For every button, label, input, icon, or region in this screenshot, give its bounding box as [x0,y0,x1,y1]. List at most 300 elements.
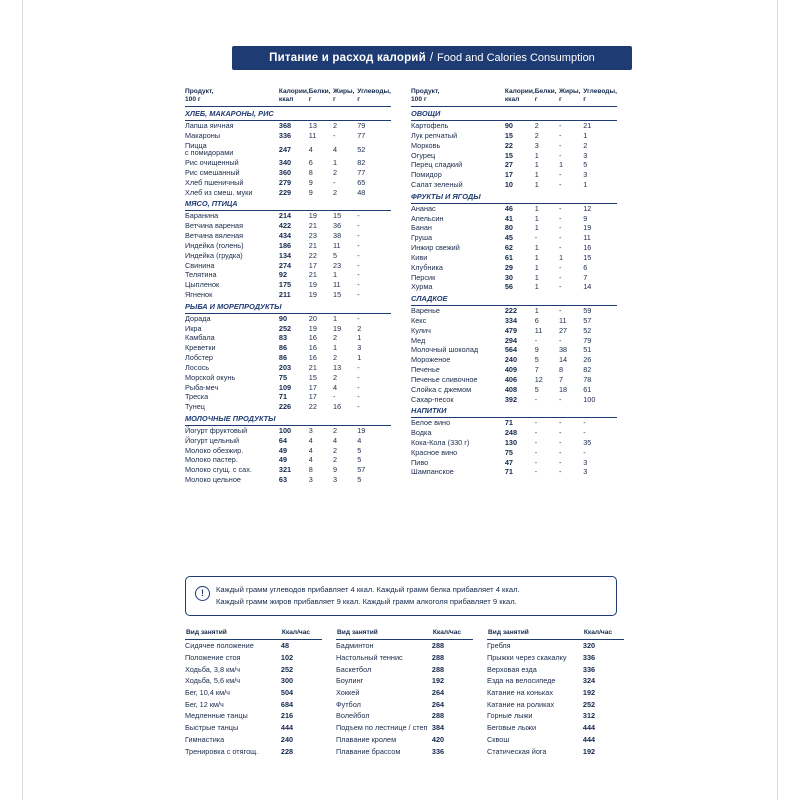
col-header-protein: Белки, г [309,88,333,107]
food-protein: 19 [308,211,317,221]
food-carbs: 52 [583,325,592,335]
food-protein: - [534,467,538,477]
activity-value: 420 [431,734,445,744]
food-carbs: - [357,221,360,231]
food-protein: 7 [534,365,539,375]
table-row [185,168,391,178]
food-fat: 38 [333,231,342,241]
food-name: Красное вино [411,447,458,457]
food-table-left-body [185,107,391,485]
food-carbs: 79 [583,335,592,345]
table-row [336,640,473,652]
food-carbs: 77 [357,130,366,140]
table-row [411,375,617,385]
food-name: Ананас [411,203,436,213]
food-name: Молоко пастер. [185,455,238,465]
food-calories: 203 [278,362,292,372]
activities-table-3-body [487,640,624,757]
food-carbs: 2 [357,323,362,333]
table-row [336,663,473,675]
food-carbs: 3 [583,457,588,467]
table-row [411,150,617,160]
food-fat: 2 [333,445,338,455]
table-row [411,326,617,336]
food-name: Морской окунь [185,372,236,382]
food-fat: 2 [333,333,338,343]
col-header-carbs: Углеводы, г [583,88,617,107]
food-name: Рыба-меч [185,382,219,392]
food-name: Баранина [185,211,219,221]
food-calories: 90 [278,313,288,323]
food-name: Водка [411,428,432,438]
food-fat: - [559,418,562,428]
activity-value: 252 [280,664,294,674]
activity-name: Статическая йога [487,746,547,756]
food-name: Хлеб из смеш. муки [185,187,253,197]
food-calories: 409 [504,365,518,375]
food-calories: 175 [278,280,292,290]
activity-value: 444 [582,734,596,744]
food-carbs: 77 [357,168,366,178]
food-name: Цыпленок [185,280,220,290]
table-row [411,418,617,428]
table-row [185,710,322,722]
table-row [185,323,391,333]
activity-col-header-name: Вид занятий [336,628,432,640]
food-name: Кекс [411,315,427,325]
activity-name: Медленные танцы [185,711,248,721]
activity-name: Ходьба, 5,6 км/ч [185,676,241,686]
food-name: Огурец [411,150,436,160]
food-protein: 5 [534,355,539,365]
food-carbs: 78 [583,374,592,384]
activities-table-1 [185,628,322,757]
food-calories: 422 [278,221,292,231]
food-calories: 15 [504,150,513,160]
activity-name: Езда на велосипеде [487,676,556,686]
food-carbs: - [357,231,360,241]
table-row [185,313,391,323]
food-fat: 1 [559,252,564,262]
activity-name: Гребля [487,641,511,651]
food-protein: 3 [308,475,313,485]
food-name: Хлеб пшеничный [185,177,244,187]
table-row [185,745,322,757]
activity-name: Бег, 10,4 км/ч [185,688,230,698]
food-carbs: 48 [357,187,366,197]
food-name: Лапша яичная [185,121,234,131]
note-line-1: Каждый грамм углеводов прибавляет 4 ккал. Каждый грамм белка прибавляет 4 ккал. [216,585,520,594]
food-name: Сахар-песок [411,394,454,404]
food-calories: 360 [278,168,292,178]
food-carbs: - [357,280,360,290]
activity-name: Плавание кролем [336,734,397,744]
food-protein: 4 [308,144,313,154]
food-fat: - [559,457,562,467]
food-calories: 22 [504,140,513,150]
food-calories: 15 [504,130,513,140]
activity-name: Настольный теннис [336,653,403,663]
food-protein: 1 [534,213,539,223]
activity-value: 320 [582,641,596,651]
food-carbs: 5 [357,475,362,485]
food-carbs: 21 [583,121,592,131]
table-row [411,395,617,405]
food-protein: 1 [534,282,539,292]
food-fat: 15 [333,290,342,300]
col-header-product: Продукт, 100 г [411,88,505,107]
food-name: Креветки [185,343,216,353]
food-calories: 41 [504,213,513,223]
food-carbs: - [357,250,360,260]
food-protein: 8 [308,168,313,178]
food-carbs: 59 [583,306,592,316]
table-row [487,698,624,710]
food-carbs: - [357,362,360,372]
food-carbs: 1 [583,130,588,140]
activity-name: Футбол [336,699,361,709]
food-name: Клубника [411,262,443,272]
food-protein: - [534,335,538,345]
food-name: Варенье [411,306,440,316]
food-fat: 2 [333,455,338,465]
activity-col-header-value: Ккал/час [281,628,322,640]
food-calories: 71 [504,418,513,428]
food-name: Хурма [411,282,433,292]
table-row [411,243,617,253]
food-protein: 4 [308,435,313,445]
food-calories: 134 [278,250,292,260]
food-protein: 1 [534,223,539,233]
table-row [185,652,322,664]
page-title [232,46,632,70]
activity-value: 288 [431,641,445,651]
table-row [185,734,322,746]
food-protein: 1 [534,180,539,190]
food-protein: 9 [308,177,313,187]
food-protein: 2 [534,130,539,140]
activity-value: 288 [431,653,445,663]
activity-value: 312 [582,711,596,721]
activities-table-3 [487,628,624,757]
food-protein: 1 [534,272,539,282]
food-name: Индейка (голень) [185,240,244,250]
food-fat: 4 [333,382,338,392]
table-row [185,260,391,270]
food-calories: 45 [504,233,513,243]
table-row [411,365,617,375]
food-carbs: 5 [357,455,362,465]
food-calories: 214 [278,211,292,221]
table-row [185,675,322,687]
food-fat: - [559,437,562,447]
food-calories: 29 [504,262,513,272]
food-carbs: 82 [357,158,366,168]
food-calories: 10 [504,180,513,190]
table-row [185,363,391,373]
food-calories: 62 [504,243,513,253]
food-calories: 392 [504,394,518,404]
table-row [411,385,617,395]
food-name: Кока-Кола (330 г) [411,437,470,447]
food-name: Молоко сгущ. с сах. [185,465,252,475]
food-protein: - [534,447,538,457]
food-calories: 368 [278,121,292,131]
food-name: Лобстер [185,353,213,363]
food-carbs: 5 [357,445,362,455]
food-fat: 2 [333,187,338,197]
food-protein: 6 [308,158,313,168]
food-protein: 1 [534,170,539,180]
food-fat: - [559,140,562,150]
food-name: Шампанское [411,467,454,477]
table-row [411,233,617,243]
food-carbs: - [357,372,360,382]
table-row [411,180,617,190]
activity-name: Горные лыжи [487,711,533,721]
food-calories: 27 [504,160,513,170]
col-header-product: Продукт, 100 г [185,88,279,107]
food-fat: 1 [333,158,338,168]
food-name: Киви [411,252,428,262]
activity-name: Беговые лыжи [487,723,537,733]
food-carbs: 11 [583,233,591,243]
food-calories: 109 [278,382,292,392]
food-carbs: 19 [357,425,366,435]
table-row [336,652,473,664]
activity-name: Верховая езда [487,664,537,674]
food-protein: 3 [534,140,539,150]
food-fat: - [333,392,336,402]
food-protein: 1 [534,243,539,253]
food-carbs: 52 [357,144,366,154]
calorie-note-box [185,576,617,616]
food-calories: 100 [278,425,292,435]
food-carbs: 57 [357,465,366,475]
table-row [185,455,391,465]
activity-name: Хоккей [336,688,360,698]
food-fat: - [559,306,562,316]
food-fat: - [559,428,562,438]
food-calories: 90 [504,121,513,131]
food-fat: 1 [333,343,338,353]
food-name: Икра [185,323,202,333]
table-row [185,141,391,159]
table-row [185,383,391,393]
food-carbs: 35 [583,437,592,447]
activity-name: Бадминтон [336,641,374,651]
food-carbs: - [583,428,586,438]
food-calories: 229 [278,187,292,197]
food-calories: 92 [278,270,288,280]
food-carbs: 14 [583,282,592,292]
food-calories: 408 [504,384,518,394]
food-name: Помидор [411,170,442,180]
food-carbs: - [357,270,360,280]
table-row [185,353,391,363]
food-fat: - [559,130,562,140]
table-row [185,251,391,261]
food-name: Белое вино [411,418,451,428]
activity-value: 336 [431,746,445,756]
table-row [411,141,617,151]
food-fat: - [559,335,562,345]
activity-value: 252 [582,699,596,709]
table-row [185,436,391,446]
food-calories: 49 [278,455,288,465]
food-protein: 21 [308,221,317,231]
table-row [411,120,617,130]
table-row [411,223,617,233]
table-row [411,467,617,477]
table-row [185,158,391,168]
activities-table-1-body [185,640,322,757]
food-carbs: 3 [583,150,588,160]
food-name: Макароны [185,130,221,140]
col-header-calories: Калории, ккал [279,88,309,107]
table-row [487,745,624,757]
food-fat: 18 [559,384,568,394]
food-group-label: РЫБА И МОРЕПРОДУКТЫ [185,300,391,313]
food-carbs: 26 [583,355,592,365]
food-name: Печенье сливочное [411,374,478,384]
food-protein: 17 [308,392,317,402]
food-group-label: МОЛОЧНЫЕ ПРОДУКТЫ [185,412,391,425]
food-name: Картофель [411,121,449,131]
table-row [185,343,391,353]
activity-value: 192 [431,676,445,686]
food-fat: - [333,130,336,140]
food-carbs: - [357,240,360,250]
food-calories: 83 [278,333,288,343]
food-calories: 340 [278,158,292,168]
food-fat: - [559,121,562,131]
food-carbs: 57 [583,315,592,325]
food-protein: - [534,437,538,447]
food-name: Кулич [411,325,431,335]
food-name: Рис очищенный [185,158,239,168]
food-fat: 4 [333,435,338,445]
food-fat: 1 [333,313,338,323]
food-protein: 1 [534,262,539,272]
food-name: Молоко цельное [185,475,241,485]
table-row [336,698,473,710]
activity-col-header-name: Вид занятий [487,628,583,640]
table-row [411,355,617,365]
activity-value: 192 [582,688,596,698]
activity-value: 102 [280,653,294,663]
food-protein: 1 [534,203,539,213]
food-fat: - [559,180,562,190]
food-calories: 64 [278,435,288,445]
food-calories: 71 [504,467,513,477]
food-carbs: 51 [583,345,592,355]
table-row [185,698,322,710]
food-fat: 11 [559,315,567,325]
food-fat: - [559,467,562,477]
food-name: Инжир свежий [411,243,460,253]
food-group-label: СЛАДКОЕ [411,292,617,305]
food-table-left [185,88,391,485]
table-row [411,282,617,292]
activities-table-2 [336,628,473,757]
food-name: Лук репчатый [411,130,458,140]
activity-value: 192 [582,746,596,756]
table-row [185,120,391,130]
table-row [411,448,617,458]
food-group-header [185,412,391,425]
table-row [185,446,391,456]
food-carbs: 7 [583,272,588,282]
food-calories: 226 [278,402,292,412]
food-protein: 1 [534,306,539,316]
table-row [487,675,624,687]
food-carbs: 3 [583,170,588,180]
food-protein: 22 [308,250,317,260]
food-carbs: - [583,418,586,428]
table-row [411,305,617,315]
food-fat: - [559,447,562,457]
food-fat: - [559,203,562,213]
table-row [487,710,624,722]
food-protein: 9 [308,187,313,197]
table-row [411,213,617,223]
food-calories: 479 [504,325,518,335]
activity-name: Катание на роликах [487,699,555,709]
food-name: Рис смешанный [185,168,240,178]
food-name: Ветчина вяленая [185,231,244,241]
table-row [185,280,391,290]
food-fat: 2 [333,168,338,178]
table-row [185,465,391,475]
activity-name: Плавание брассом [336,746,401,756]
food-fat: - [559,394,562,404]
activity-value: 288 [431,664,445,674]
food-protein: 12 [534,374,543,384]
activity-value: 300 [280,676,294,686]
food-carbs: 3 [357,343,362,353]
food-carbs: 6 [583,262,588,272]
food-carbs: - [357,290,360,300]
food-protein: - [534,418,538,428]
table-row [336,710,473,722]
table-row [185,392,391,402]
food-fat: - [333,177,336,187]
food-carbs: 65 [357,177,366,187]
food-group-header [411,190,617,203]
activity-value: 216 [280,711,294,721]
activity-value: 240 [280,734,294,744]
activity-value: 288 [431,711,445,721]
food-carbs: 5 [583,160,588,170]
food-calories: 222 [504,306,518,316]
activities-column-3 [487,628,624,757]
food-carbs: - [357,211,360,221]
food-fat: 11 [333,280,341,290]
food-fat: - [559,223,562,233]
food-fat: 11 [333,240,341,250]
col-header-carbs: Углеводы, г [357,88,391,107]
activities-table-2-body [336,640,473,757]
food-name: Индейка (грудка) [185,250,243,260]
food-carbs: 15 [583,252,592,262]
food-name: Банан [411,223,432,233]
food-name: Лосось [185,362,210,372]
right-margin-rule [777,0,778,800]
food-fat: 16 [333,402,342,412]
food-protein: 20 [308,313,317,323]
food-fat: 15 [333,211,342,221]
